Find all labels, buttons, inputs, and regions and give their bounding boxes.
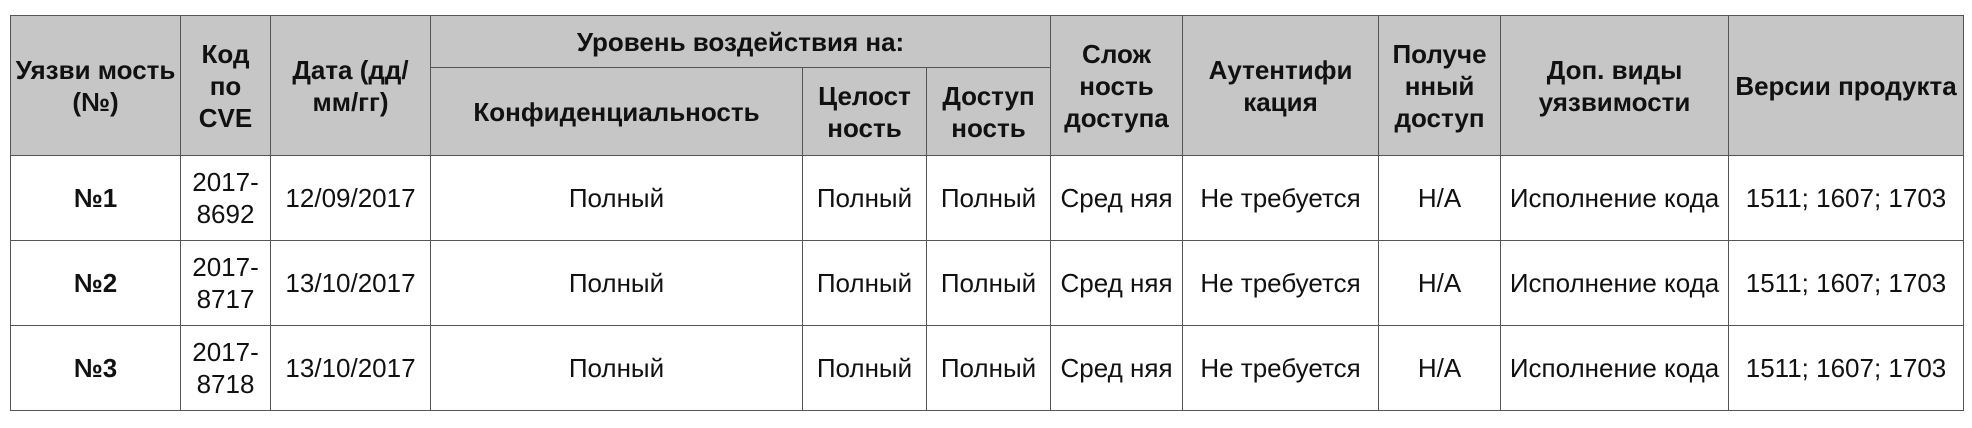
cell-confidentiality: Полный [431, 326, 803, 411]
header-integrity: Целост ность [803, 68, 927, 156]
cell-vuln: №2 [11, 241, 181, 326]
header-availability: Доступ ность [927, 68, 1051, 156]
cell-auth: Не требуется [1183, 326, 1379, 411]
cell-versions: 1511; 1607; 1703 [1729, 326, 1964, 411]
cell-integrity: Полный [803, 241, 927, 326]
cell-integrity: Полный [803, 326, 927, 411]
cell-auth: Не требуется [1183, 241, 1379, 326]
cell-availability: Полный [927, 326, 1051, 411]
cell-complexity: Сред няя [1051, 326, 1183, 411]
header-cve: Код по CVE [181, 16, 271, 156]
header-impact: Уровень воздействия на: [431, 16, 1051, 68]
cell-versions: 1511; 1607; 1703 [1729, 156, 1964, 241]
vulnerability-table [10, 15, 1964, 411]
cell-access: Н/А [1379, 326, 1501, 411]
table-row [11, 156, 1964, 241]
cell-date: 12/09/2017 [271, 156, 431, 241]
header-date: Дата (дд/ мм/гг) [271, 16, 431, 156]
vulnerability-table-wrapper [10, 15, 1964, 411]
table-body [11, 156, 1964, 411]
cell-date: 13/10/2017 [271, 241, 431, 326]
header-access: Получе нный доступ [1379, 16, 1501, 156]
cell-cve: 2017- 8692 [181, 156, 271, 241]
cell-integrity: Полный [803, 156, 927, 241]
cell-access: Н/А [1379, 156, 1501, 241]
table-row [11, 241, 1964, 326]
cell-types: Исполнение кода [1501, 326, 1729, 411]
cell-cve: 2017- 8717 [181, 241, 271, 326]
cell-vuln: №3 [11, 326, 181, 411]
header-vuln: Уязви мость (№) [11, 16, 181, 156]
table-row [11, 326, 1964, 411]
table-header [11, 16, 1964, 156]
header-row-top [11, 16, 1964, 68]
cell-access: Н/А [1379, 241, 1501, 326]
cell-vuln: №1 [11, 156, 181, 241]
cell-date: 13/10/2017 [271, 326, 431, 411]
header-versions: Версии продукта [1729, 16, 1964, 156]
cell-versions: 1511; 1607; 1703 [1729, 241, 1964, 326]
cell-types: Исполнение кода [1501, 156, 1729, 241]
cell-availability: Полный [927, 156, 1051, 241]
header-auth: Аутентифи кация [1183, 16, 1379, 156]
cell-complexity: Сред няя [1051, 156, 1183, 241]
cell-cve: 2017- 8718 [181, 326, 271, 411]
header-types: Доп. виды уязвимости [1501, 16, 1729, 156]
header-confidentiality: Конфиденциальность [431, 68, 803, 156]
cell-confidentiality: Полный [431, 241, 803, 326]
cell-auth: Не требуется [1183, 156, 1379, 241]
cell-complexity: Сред няя [1051, 241, 1183, 326]
cell-availability: Полный [927, 241, 1051, 326]
cell-confidentiality: Полный [431, 156, 803, 241]
cell-types: Исполнение кода [1501, 241, 1729, 326]
header-complexity: Слож ность доступа [1051, 16, 1183, 156]
